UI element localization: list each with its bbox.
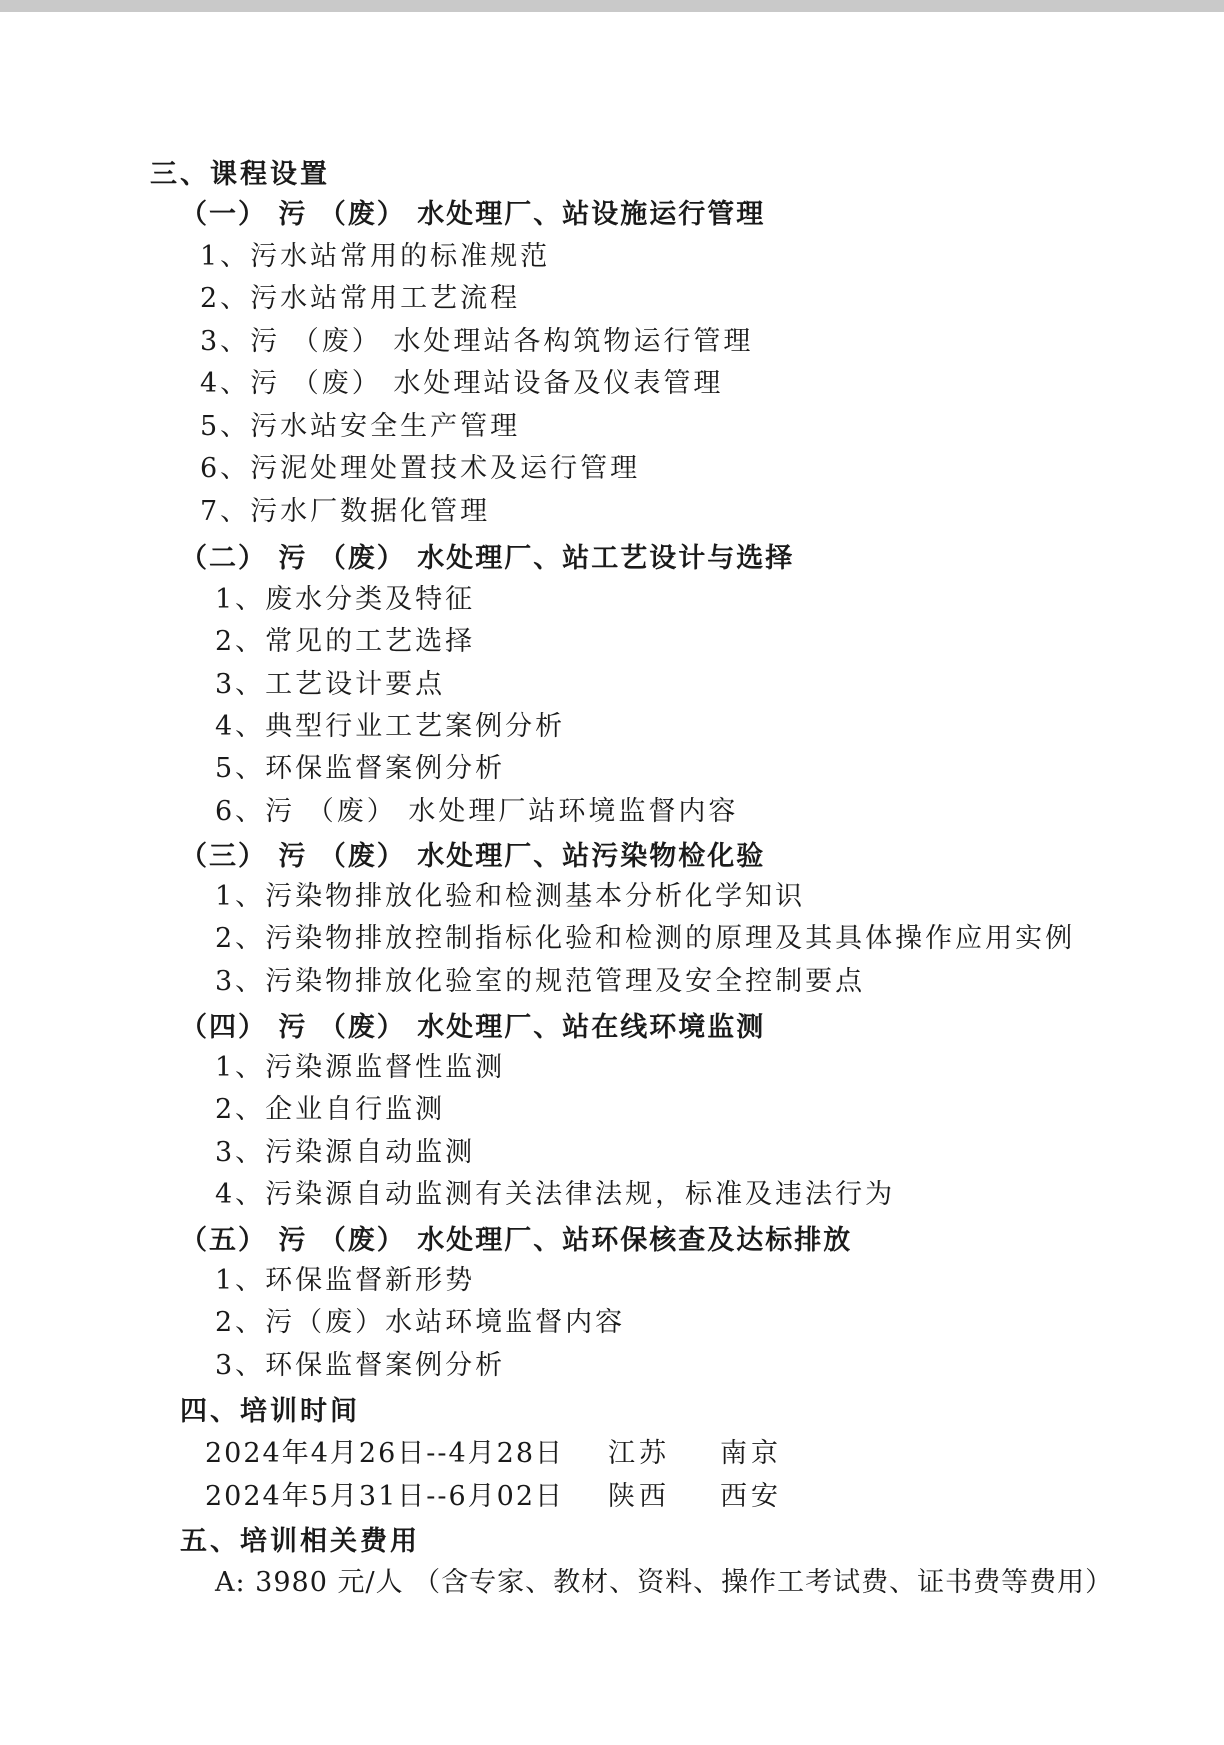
module-4-title: （四） 污 （废） 水处理厂、站在线环境监测	[180, 1012, 766, 1043]
schedule-province: 江苏	[608, 1438, 670, 1469]
module-4-item: 2、企业自行监测	[215, 1094, 446, 1125]
module-5-item: 1、环保监督新形势	[215, 1265, 476, 1296]
module-2-item: 4、典型行业工艺案例分析	[215, 711, 566, 742]
module-1-item: 3、污 （废） 水处理站各构筑物运行管理	[200, 326, 754, 357]
schedule-city: 南京	[720, 1438, 782, 1469]
module-1-item: 1、污水站常用的标准规范	[200, 241, 551, 272]
module-1-item: 7、污水厂数据化管理	[200, 496, 491, 527]
module-3-item: 1、污染物排放化验和检测基本分析化学知识	[215, 881, 806, 912]
module-5-title: （五） 污 （废） 水处理厂、站环保核查及达标排放	[180, 1225, 853, 1256]
module-1-item: 6、污泥处理处置技术及运行管理	[200, 453, 641, 484]
schedule-province: 陕西	[608, 1481, 670, 1512]
section3-title: 三、课程设置	[150, 159, 330, 190]
module-4-item: 1、污染源监督性监测	[215, 1052, 506, 1083]
module-2-item: 3、工艺设计要点	[215, 669, 446, 700]
fee-text: A: 3980 元/人 （含专家、教材、资料、操作工考试费、证书费等费用）	[215, 1567, 1114, 1598]
module-2-item: 5、环保监督案例分析	[215, 753, 506, 784]
module-1-item: 5、污水站安全生产管理	[200, 411, 521, 442]
schedule-dates: 2024年5月31日--6月02日	[205, 1481, 565, 1512]
schedule-dates: 2024年4月26日--4月28日	[205, 1438, 565, 1469]
module-2-title: （二） 污 （废） 水处理厂、站工艺设计与选择	[180, 543, 795, 574]
module-1-item: 4、污 （废） 水处理站设备及仪表管理	[200, 368, 724, 399]
module-5-item: 2、污（废）水站环境监督内容	[215, 1307, 626, 1338]
module-5-item: 3、环保监督案例分析	[215, 1350, 506, 1381]
module-2-item: 6、污 （废） 水处理厂站环境监督内容	[215, 796, 739, 827]
top-gray-bar	[0, 0, 1224, 12]
module-3-item: 3、污染物排放化验室的规范管理及安全控制要点	[215, 966, 866, 997]
module-4-item: 4、污染源自动监测有关法律法规，标准及违法行为	[215, 1179, 896, 1210]
module-1-item: 2、污水站常用工艺流程	[200, 283, 521, 314]
section4-title: 四、培训时间	[180, 1396, 360, 1427]
module-2-item: 1、废水分类及特征	[215, 584, 476, 615]
module-4-item: 3、污染源自动监测	[215, 1137, 476, 1168]
module-3-title: （三） 污 （废） 水处理厂、站污染物检化验	[180, 841, 766, 872]
module-1-title: （一） 污 （废） 水处理厂、站设施运行管理	[180, 199, 766, 230]
schedule-city: 西安	[720, 1481, 782, 1512]
section5-title: 五、培训相关费用	[180, 1526, 420, 1557]
module-2-item: 2、常见的工艺选择	[215, 626, 476, 657]
module-3-item: 2、污染物排放控制指标化验和检测的原理及其具体操作应用实例	[215, 923, 1076, 954]
